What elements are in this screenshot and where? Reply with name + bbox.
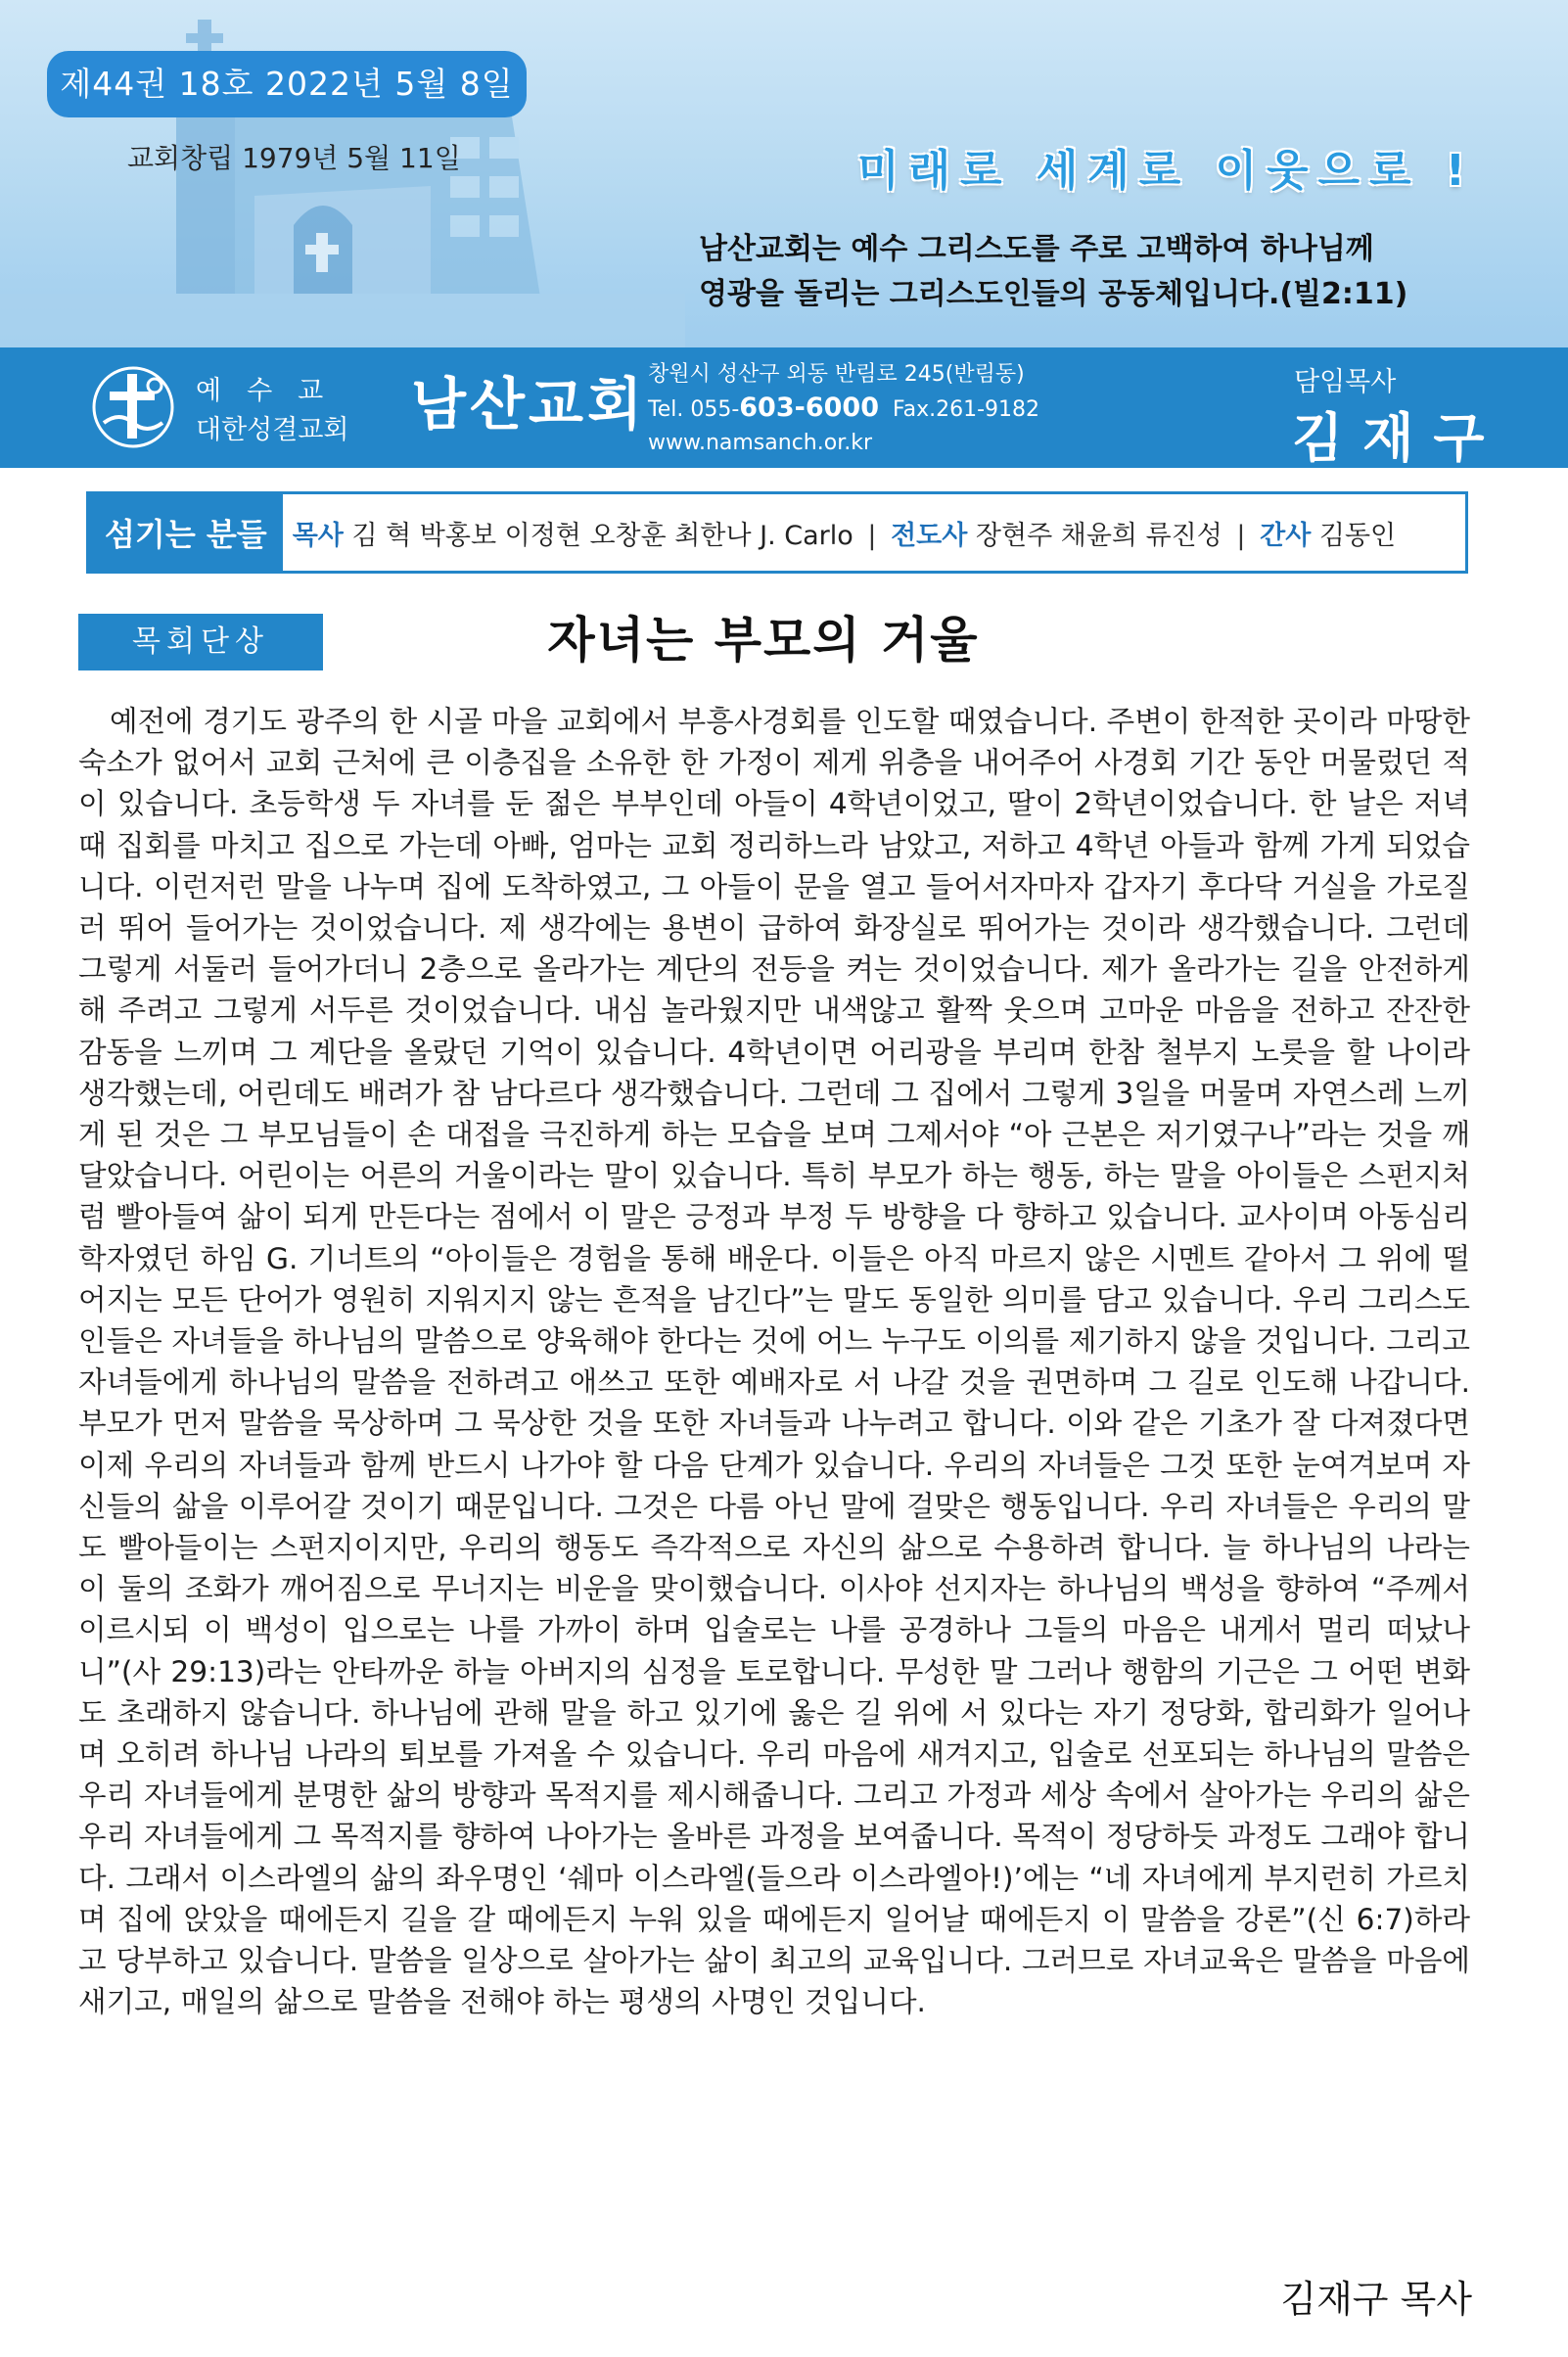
staff-names: 김동인 bbox=[1318, 520, 1397, 551]
tel-prefix: Tel. 055- bbox=[648, 397, 740, 422]
article-signature: 김재구 목사 bbox=[1280, 2278, 1472, 2321]
denomination bbox=[196, 372, 349, 450]
church-phone bbox=[648, 392, 1039, 427]
denomination-line: 예수교 bbox=[196, 376, 349, 406]
mission-line: 남산교회는 예수 그리스도를 주로 고백하여 하나님께 bbox=[699, 232, 1374, 266]
serving-list bbox=[283, 514, 1396, 552]
pastor-name: 김재구 bbox=[1292, 406, 1504, 469]
denomination-line: 대한성결교회 bbox=[196, 415, 349, 445]
serving-staff-box bbox=[86, 491, 1468, 574]
pastor-label: 담임목사 bbox=[1294, 367, 1397, 397]
church-name: 남산교회 bbox=[411, 371, 647, 438]
church-website-link[interactable]: www.namsanch.or.kr bbox=[648, 431, 872, 455]
staff-separator: | bbox=[1236, 520, 1246, 551]
fax-number: Fax.261-9182 bbox=[892, 397, 1040, 422]
church-contact bbox=[648, 358, 1039, 460]
tel-number: 603-6000 bbox=[739, 393, 879, 423]
staff-role: 전도사 bbox=[891, 520, 968, 551]
staff-separator: | bbox=[867, 520, 877, 551]
serving-label: 섬기는 분들 bbox=[89, 494, 283, 571]
church-address: 창원시 성산구 외동 반림로 245(반림동) bbox=[648, 362, 1025, 387]
issue-info-badge: 제44권 18호 2022년 5월 8일 bbox=[47, 51, 527, 117]
article-title: 자녀는 부모의 거울 bbox=[547, 612, 980, 669]
header-banner bbox=[0, 0, 1568, 347]
church-slogan: 미래로 세계로 이웃으로 ! bbox=[856, 146, 1475, 196]
mission-statement bbox=[699, 227, 1482, 317]
mission-line: 영광을 돌리는 그리스도인들의 공동체입니다.(빌2:11) bbox=[699, 277, 1408, 311]
staff-names: 김 혁 박홍보 이정현 오창훈 최한나 J. Carlo bbox=[351, 520, 853, 551]
staff-role: 간사 bbox=[1260, 520, 1312, 551]
article-body: 예전에 경기도 광주의 한 시골 마을 교회에서 부흥사경회를 인도할 때였습니다. 주변이 한적한 곳이라 마땅한 숙소가 없어서 교회 근처에 큰 이층집을 소유한 한 가정이 제게 위층을 내어주어 사경회 기간 동안 머물렀던 적이 있습니다. 초등학생 두 자녀를 둔 젊은 부부인데 아들이 4학년이었고, 딸이 2학년이었습니다. 한 날은 저녁때 집회를 마치고 집으로 가는데 아빠, 엄마는 교회 정리하느라 남았고, 저하고 4학년 아들과 함께 가게 되었습니다. 이런저런 말을 나누며 집에 도착하였고, 그 아들이 문을 열고 들어서자마자 갑자기 후다닥 거실을 가로질러 뛰어 들어가는 것이었습니다. 제 생각에는 용변이 급하여 화장실로 뛰어가는 것이라 생각했습니다. 그런데 그렇게 서둘러 들어가더니 2층으로 올라가는 계단의 전등을 켜는 것이었습니다. 제가 올라가는 길을 안전하게 해 주려고 그렇게 서두른 것이었습니다. 내심 놀라웠지만 내색않고 활짝 웃으며 고마운 마음을 전하고 잔잔한 감동을 느끼며 그 계단을 올랐던 기억이 있습니다. 4학년이면 어리광을 부리며 한참 철부지 노릇을 할 나이라 생각했는데, 어린데도 배려가 참 남다르다 생각했습니다. 그런데 그 집에서 그렇게 3일을 머물며 자연스레 느끼게 된 것은 그 부모님들이 손 대접을 극진하게 하는 모습을 보며 그제서야 “아 근본은 저기였구나”라는 것을 깨달았습니다. 어린이는 어른의 거울이라는 말이 있습니다. 특히 부모가 하는 행동, 하는 말을 아이들은 스펀지처럼 빨아들여 삶이 되게 만든다는 점에서 이 말은 긍정과 부정 두 방향을 다 향하고 있습니다. 교사이며 아동심리학자였던 하임 G. 기너트의 “아이들은 경험을 통해 배운다. 이들은 아직 마르지 않은 시멘트 같아서 그 위에 떨어지는 모든 단어가 영원히 지워지지 않는 흔적을 남긴다”는 말도 동일한 의미를 담고 있습니다. 우리 그리스도인들은 자녀들을 하나님의 말씀으로 양육해야 한다는 것에 어느 누구도 이의를 제기하지 않을 것입니다. 그리고 자녀들에게 하나님의 말씀을 전하려고 애쓰고 또한 예배자로 서 나갈 것을 권면하며 그 길로 인도해 나갑니다. 부모가 먼저 말씀을 묵상하며 그 묵상한 것을 또한 자녀들과 나누려고 합니다. 이와 같은 기초가 잘 다져졌다면 이제 우리의 자녀들과 함께 반드시 나가야 할 다음 단계가 있습니다. 우리의 자녀들은 그것 또한 눈여겨보며 자신들의 삶을 이루어갈 것이기 때문입니다. 그것은 다름 아닌 말에 걸맞은 행동입니다. 우리 자녀들은 우리의 말도 빨아들이는 스펀지이지만, 우리의 행동도 즉각적으로 자신의 삶으로 수용하려 합니다. 늘 하나님의 나라는 이 둘의 조화가 깨어짐으로 무너지는 비운을 맞이했습니다. 이사야 선지자는 하나님의 백성을 향하여 “주께서 이르시되 이 백성이 입으로는 나를 가까이 하며 입술로는 나를 공경하나 그들의 마음은 내게서 멀리 떠났나니”(사 29:13)라는 안타까운 하늘 아버지의 심정을 토로합니다. 무성한 말 그러나 행함의 기근은 그 어떤 변화도 초래하지 않습니다. 하나님에 관해 말을 하고 있기에 옳은 길 위에 서 있다는 자기 정당화, 합리화가 일어나며 오히려 하나님 나라의 퇴보를 가져올 수 있습니다. 우리 마음에 새겨지고, 입술로 선포되는 하나님의 말씀은 우리 자녀들에게 분명한 삶의 방향과 목적지를 제시해줍니다. 그리고 가정과 세상 속에서 살아가는 우리의 삶은 우리 자녀들에게 그 목적지를 향하여 나아가는 올바른 과정을 보여줍니다. 목적이 정당하듯 과정도 그래야 합니다. 그래서 이스라엘의 삶의 좌우명인 ‘쉐마 이스라엘(들으라 이스라엘아!)’에는 “네 자녀에게 부지런히 가르치며 집에 앉았을 때에든지 길을 갈 때에든지 누워 있을 때에든지 일어날 때에든지 이 말씀을 강론”(신 6:7)하라고 당부하고 있습니다. 말씀을 일상으로 살아가는 삶이 최고의 교육입니다. 그러므로 자녀교육은 말씀을 마음에 새기고, 매일의 삶으로 말씀을 전해야 하는 평생의 사명인 것입니다. bbox=[78, 705, 1470, 2019]
founded-date: 교회창립 1979년 5월 11일 bbox=[127, 142, 461, 174]
column-badge: 목회단상 bbox=[78, 614, 323, 670]
staff-names: 장현주 채윤희 류진성 bbox=[975, 520, 1222, 551]
staff-role: 목사 bbox=[292, 520, 344, 551]
church-logo-icon bbox=[90, 364, 176, 450]
